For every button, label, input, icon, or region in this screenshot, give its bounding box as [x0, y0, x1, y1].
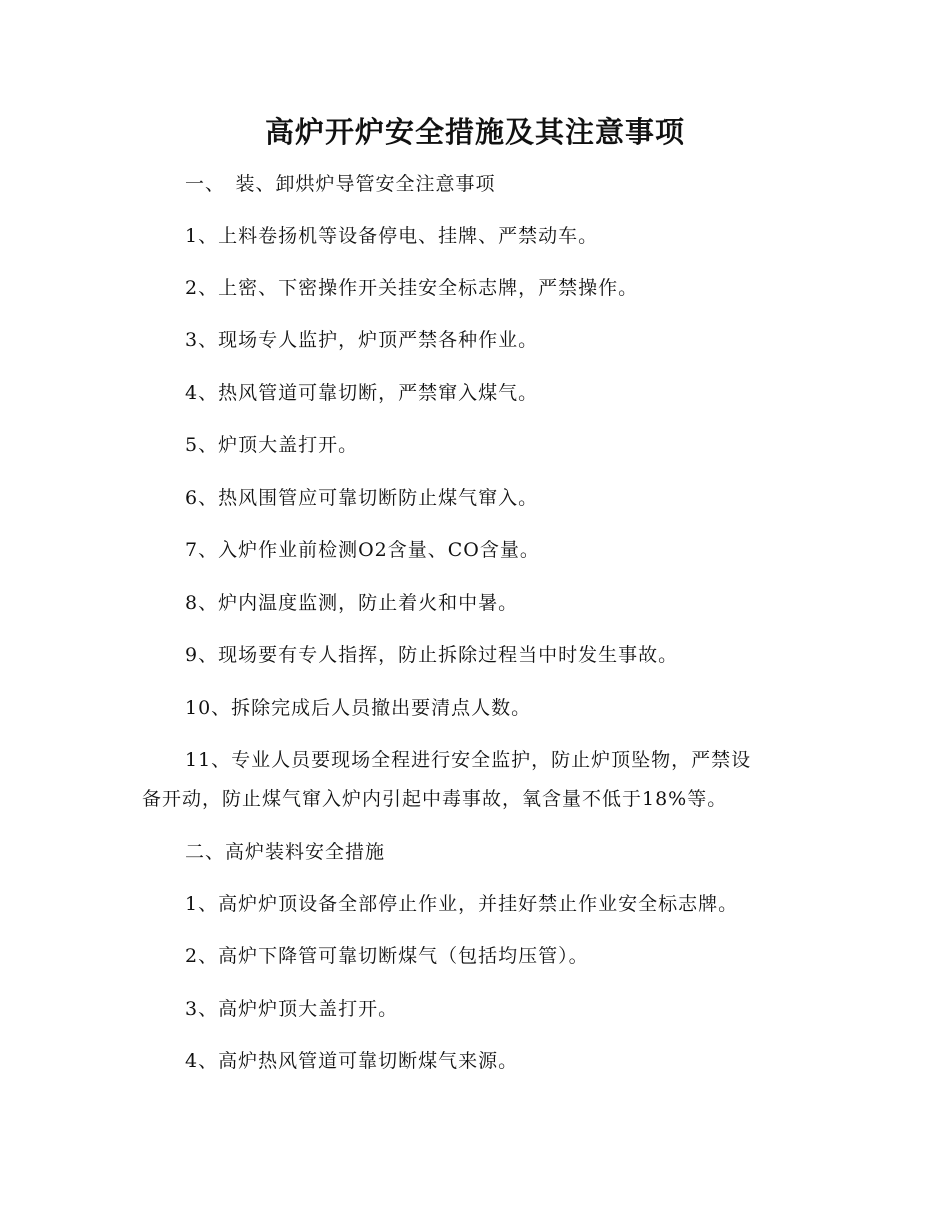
section-1-item-10-text: 10、拆除完成后人员撤出要清点人数。: [185, 697, 532, 719]
section-2-item-1-text: 1、高炉炉顶设备全部停止作业，并挂好禁止作业安全标志牌。: [185, 893, 739, 915]
section-1-item-1: [142, 220, 802, 253]
section-1-item-3: [142, 324, 802, 357]
section-1-item-5: [142, 429, 802, 462]
section-1-item-10: [142, 692, 802, 725]
section-2-item-1: [142, 888, 802, 921]
section-1-item-11-text-line-1: 11、专业人员要现场全程进行安全监护，防止炉顶坠物，严禁设: [185, 749, 752, 771]
section-1-item-11-text-line-2: 备开动，防止煤气窜入炉内引起中毒事故，氧含量不低于18%等。: [142, 788, 728, 810]
section-2-item-3-text: 3、高炉炉顶大盖打开。: [185, 998, 399, 1020]
section-1-item-11-line-2: [142, 783, 802, 816]
document-title: 高炉开炉安全措施及其注意事项: [264, 115, 685, 149]
section-1-item-3-text: 3、现场专人监护，炉顶严禁各种作业。: [185, 329, 539, 351]
section-1-heading-text: 一、 装、卸烘炉导管安全注意事项: [185, 173, 496, 195]
section-1-item-7: [142, 534, 802, 567]
section-1-item-11-line-1: [142, 744, 802, 777]
section-2-item-4-text: 4、高炉热风管道可靠切断煤气来源。: [185, 1050, 519, 1072]
section-1-item-9-text: 9、现场要有专人指挥，防止拆除过程当中时发生事故。: [185, 644, 679, 666]
section-1-item-5-text: 5、炉顶大盖打开。: [185, 434, 359, 456]
section-1-item-6-text: 6、热风围管应可靠切断防止煤气窜入。: [185, 487, 539, 509]
section-1-item-4: [142, 377, 802, 410]
section-1-heading: [142, 168, 802, 201]
section-1-item-2-text: 2、上密、下密操作开关挂安全标志牌，严禁操作。: [185, 277, 639, 299]
section-1-item-9: [142, 639, 802, 672]
section-1-item-7-text: 7、入炉作业前检测O2含量、CO含量。: [185, 539, 540, 561]
section-1-item-8-text: 8、炉内温度监测，防止着火和中暑。: [185, 592, 519, 614]
section-2-heading-text: 二、高炉装料安全措施: [185, 841, 386, 863]
section-1-item-8: [142, 587, 802, 620]
section-2-item-3: [142, 993, 802, 1026]
section-2-item-2: [142, 940, 802, 973]
section-1-item-6: [142, 482, 802, 515]
section-1-item-4-text: 4、热风管道可靠切断，严禁窜入煤气。: [185, 382, 539, 404]
section-2-heading: [142, 836, 802, 869]
section-1-item-2: [142, 272, 802, 305]
section-2-item-4: [142, 1045, 802, 1078]
section-2-item-2-text: 2、高炉下降管可靠切断煤气（包括均压管）。: [185, 945, 589, 967]
section-1-item-1-text: 1、上料卷扬机等设备停电、挂牌、严禁动车。: [185, 225, 599, 247]
